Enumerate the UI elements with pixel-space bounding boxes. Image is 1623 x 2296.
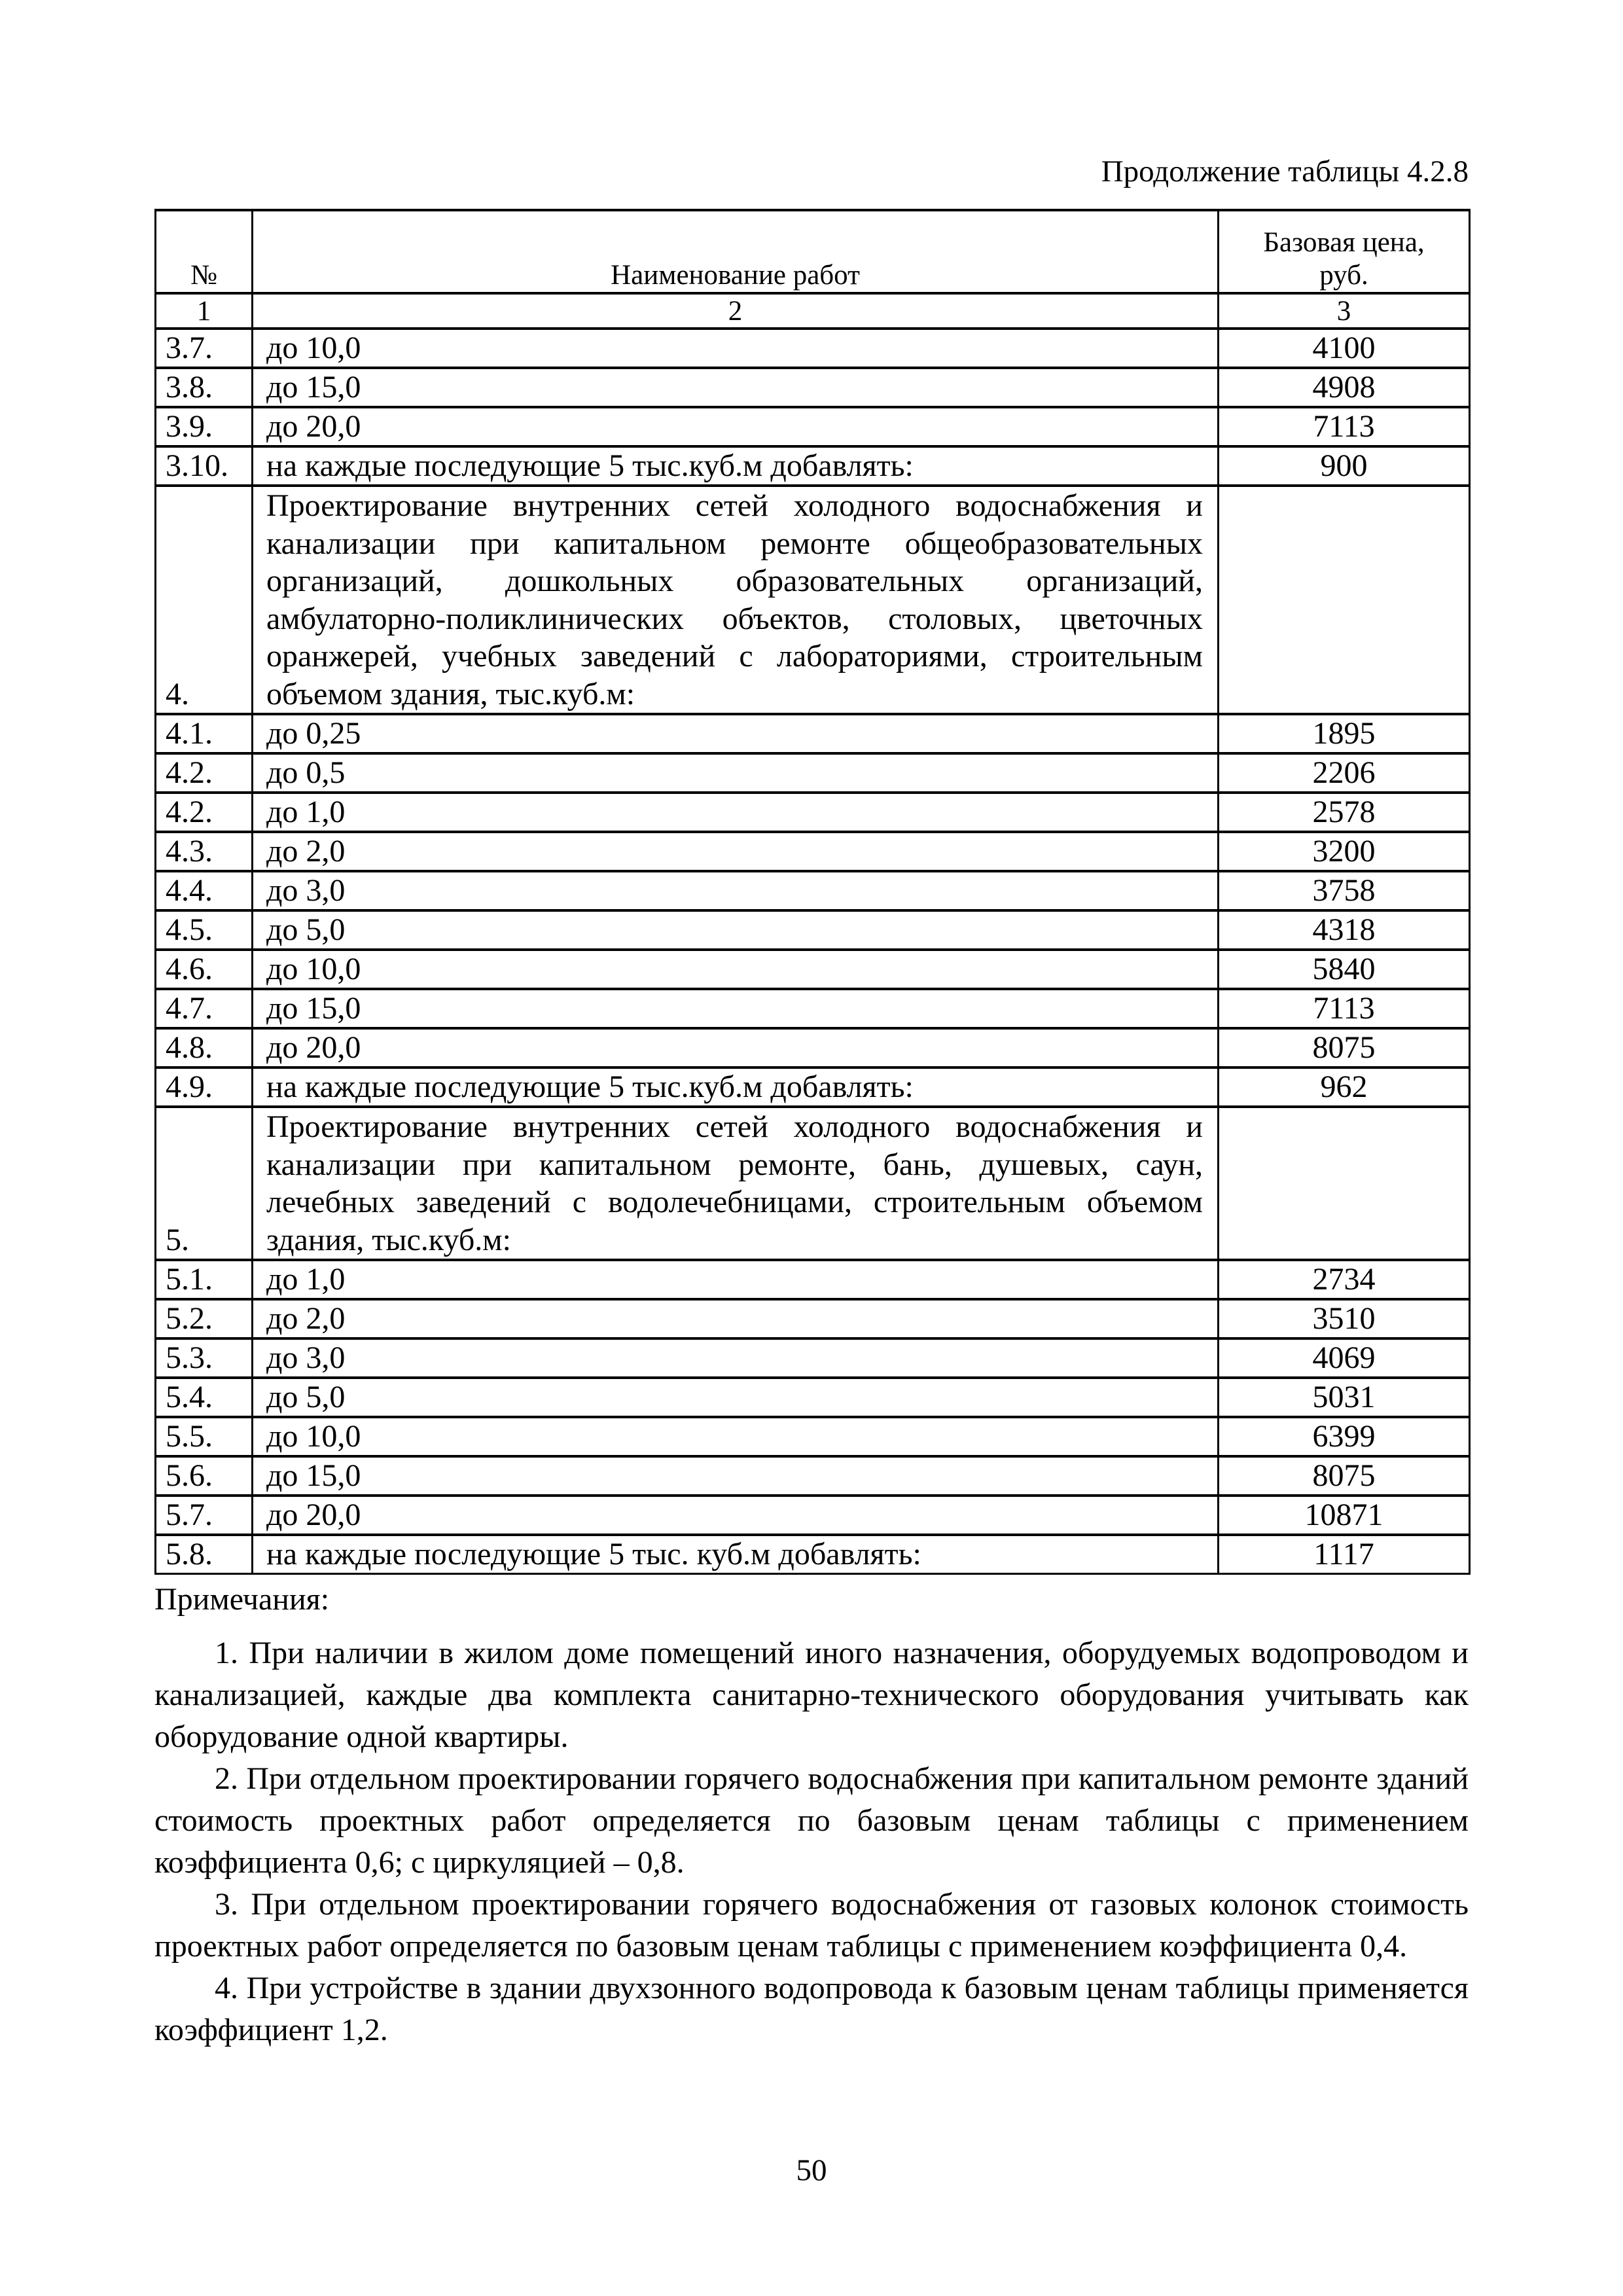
table-row [156, 1417, 1470, 1456]
column-number: 1 [156, 293, 253, 329]
section-row [156, 486, 1470, 714]
table-row [156, 1299, 1470, 1338]
base-price: 3510 [1219, 1299, 1470, 1338]
table-row [156, 1260, 1470, 1299]
table-row [156, 950, 1470, 989]
work-name: Проектирование внутренних сетей холодного водоснабжения и канализации при капитальном ремонте общеобразовательных организаций, дошкольных образовательных организаций, амбулаторно-поликлинических объектов, столовых, цветочных оранжерей, учебных заведений с лабораториями, строительным объемом здания, тыс.куб.м: [253, 486, 1219, 714]
work-name: до 0,5 [253, 753, 1219, 793]
table-row [156, 446, 1470, 486]
column-number: 3 [1219, 293, 1470, 329]
row-number: 5.8. [156, 1535, 253, 1574]
work-name: до 10,0 [253, 1417, 1219, 1456]
page-number: 50 [796, 2153, 827, 2187]
base-price: 3758 [1219, 871, 1470, 910]
base-price: 7113 [1219, 407, 1470, 446]
work-name: до 2,0 [253, 1299, 1219, 1338]
row-number: 3.10. [156, 446, 253, 486]
base-price: 5031 [1219, 1378, 1470, 1417]
table-row [156, 1067, 1470, 1107]
row-number: 4. [156, 486, 253, 714]
base-price: 7113 [1219, 989, 1470, 1028]
row-number: 5.5. [156, 1417, 253, 1456]
base-price: 2734 [1219, 1260, 1470, 1299]
row-number: 4.7. [156, 989, 253, 1028]
base-price: 1895 [1219, 714, 1470, 753]
table-caption: Продолжение таблицы 4.2.8 [1101, 154, 1469, 188]
work-name: до 3,0 [253, 1338, 1219, 1378]
table-row [156, 1028, 1470, 1067]
base-price: 6399 [1219, 1417, 1470, 1456]
table-row [156, 1496, 1470, 1535]
table-row [156, 1378, 1470, 1417]
base-price: 4069 [1219, 1338, 1470, 1378]
table-row [156, 1338, 1470, 1378]
work-name: до 1,0 [253, 793, 1219, 832]
row-number: 4.3. [156, 832, 253, 871]
work-name: до 10,0 [253, 950, 1219, 989]
row-number: 4.2. [156, 793, 253, 832]
work-name: до 3,0 [253, 871, 1219, 910]
table-row [156, 753, 1470, 793]
work-name: до 2,0 [253, 832, 1219, 871]
price-table [154, 209, 1471, 1575]
header-base-price [1219, 210, 1470, 293]
work-name: до 20,0 [253, 407, 1219, 446]
row-number: 4.6. [156, 950, 253, 989]
work-name: до 10,0 [253, 329, 1219, 368]
table-row [156, 832, 1470, 871]
table-row [156, 910, 1470, 950]
base-price: 10871 [1219, 1496, 1470, 1535]
row-number: 4.8. [156, 1028, 253, 1067]
notes [154, 1579, 1469, 2051]
table-row [156, 793, 1470, 832]
table-row [156, 871, 1470, 910]
row-number: 5.6. [156, 1456, 253, 1496]
work-name: до 15,0 [253, 368, 1219, 407]
base-price: 2206 [1219, 753, 1470, 793]
table-row [156, 1535, 1470, 1574]
table-row [156, 407, 1470, 446]
base-price: 8075 [1219, 1028, 1470, 1067]
row-number: 5.2. [156, 1299, 253, 1338]
table-row [156, 329, 1470, 368]
base-price [1219, 1107, 1470, 1260]
row-number: 5. [156, 1107, 253, 1260]
column-number-row [156, 293, 1470, 329]
note-item: 3. При отдельном проектировании горячего водоснабжения от газовых колонок стоимость проектных работ определяется по базовым ценам таблицы с применением коэффициента 0,4. [154, 1887, 1469, 1964]
work-name: на каждые последующие 5 тыс.куб.м добавлять: [253, 1067, 1219, 1107]
work-name: до 15,0 [253, 989, 1219, 1028]
row-number: 4.5. [156, 910, 253, 950]
work-name: до 5,0 [253, 1378, 1219, 1417]
column-number: 2 [253, 293, 1219, 329]
header-price-line1: Базовая цена, [1263, 227, 1425, 258]
note-item: 1. При наличии в жилом доме помещений иного назначения, оборудуемых водопроводом и канализацией, каждые два комплекта санитарно-технического оборудования учитывать как оборудование одной квартиры. [154, 1636, 1469, 1754]
table-row [156, 989, 1470, 1028]
header-price-line2: руб. [1319, 260, 1368, 291]
work-name: до 1,0 [253, 1260, 1219, 1299]
work-name: до 20,0 [253, 1496, 1219, 1535]
base-price: 1117 [1219, 1535, 1470, 1574]
header-work-name: Наименование работ [253, 210, 1219, 293]
base-price: 4908 [1219, 368, 1470, 407]
work-name: до 20,0 [253, 1028, 1219, 1067]
table-row [156, 368, 1470, 407]
row-number: 5.1. [156, 1260, 253, 1299]
base-price: 2578 [1219, 793, 1470, 832]
work-name: Проектирование внутренних сетей холодного водоснабжения и канализации при капитальном ремонте, бань, душевых, саун, лечебных заведений с водолечебницами, строительным объемом здания, тыс.куб.м: [253, 1107, 1219, 1260]
base-price [1219, 486, 1470, 714]
work-name: до 15,0 [253, 1456, 1219, 1496]
note-item: 4. При устройстве в здании двухзонного водопровода к базовым ценам таблицы применяется коэффициент 1,2. [154, 1971, 1469, 2047]
notes-title: Примечания: [154, 1582, 330, 1617]
table-row [156, 714, 1470, 753]
base-price: 3200 [1219, 832, 1470, 871]
table-row [156, 1456, 1470, 1496]
section-row [156, 1107, 1470, 1260]
base-price: 8075 [1219, 1456, 1470, 1496]
row-number: 5.4. [156, 1378, 253, 1417]
base-price: 4318 [1219, 910, 1470, 950]
row-number: 5.7. [156, 1496, 253, 1535]
row-number: 4.1. [156, 714, 253, 753]
note-item: 2. При отдельном проектировании горячего водоснабжения при капитальном ремонте зданий стоимость проектных работ определяется по базовым ценам таблицы с применением коэффициента 0,6; с циркуляцией – 0,8. [154, 1761, 1469, 1880]
work-name: до 5,0 [253, 910, 1219, 950]
table-header-row [156, 210, 1470, 293]
row-number: 4.9. [156, 1067, 253, 1107]
row-number: 4.4. [156, 871, 253, 910]
row-number: 5.3. [156, 1338, 253, 1378]
base-price: 962 [1219, 1067, 1470, 1107]
row-number: 4.2. [156, 753, 253, 793]
base-price: 900 [1219, 446, 1470, 486]
base-price: 4100 [1219, 329, 1470, 368]
row-number: 3.7. [156, 329, 253, 368]
base-price: 5840 [1219, 950, 1470, 989]
row-number: 3.8. [156, 368, 253, 407]
work-name: на каждые последующие 5 тыс.куб.м добавлять: [253, 446, 1219, 486]
work-name: до 0,25 [253, 714, 1219, 753]
row-number: 3.9. [156, 407, 253, 446]
work-name: на каждые последующие 5 тыс. куб.м добавлять: [253, 1535, 1219, 1574]
header-number: № [156, 210, 253, 293]
